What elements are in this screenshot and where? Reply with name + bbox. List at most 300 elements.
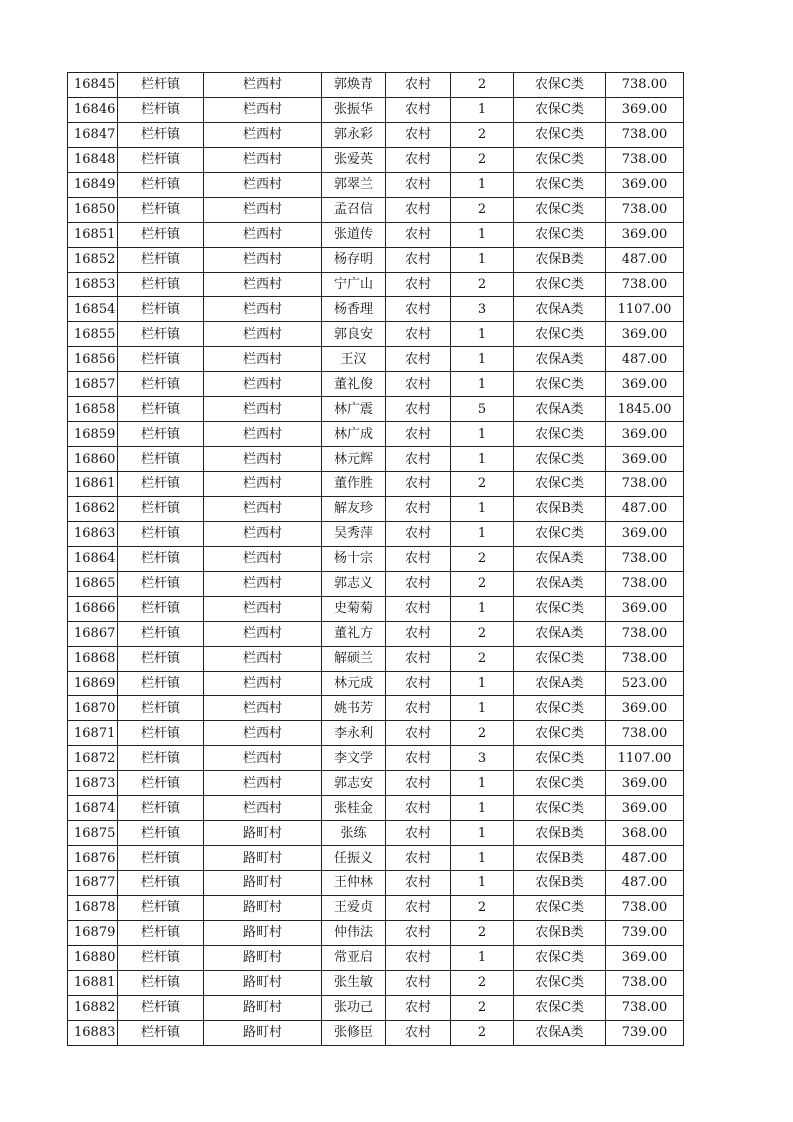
- name-cell: 林广震: [322, 397, 386, 422]
- table-row: [68, 871, 684, 896]
- row-number: 16871: [68, 721, 118, 746]
- person-count-cell: 2: [451, 197, 514, 222]
- name-cell: 仲伟法: [322, 920, 386, 945]
- name-cell: 解硕兰: [322, 646, 386, 671]
- household-type-cell: 农村: [386, 546, 451, 571]
- amount-cell: 738.00: [606, 472, 684, 497]
- person-count-cell: 1: [451, 696, 514, 721]
- person-count-cell: 2: [451, 621, 514, 646]
- amount-cell: 369.00: [606, 796, 684, 821]
- amount-cell: 738.00: [606, 621, 684, 646]
- category-cell: 农保C类: [514, 472, 606, 497]
- village-cell: 栏西村: [204, 646, 322, 671]
- table-row: [68, 1020, 684, 1045]
- name-cell: 董作胜: [322, 472, 386, 497]
- amount-cell: 738.00: [606, 147, 684, 172]
- row-number: 16846: [68, 97, 118, 122]
- person-count-cell: 1: [451, 796, 514, 821]
- town-cell: 栏杆镇: [118, 397, 204, 422]
- village-cell: 路町村: [204, 895, 322, 920]
- household-type-cell: 农村: [386, 671, 451, 696]
- row-number: 16851: [68, 222, 118, 247]
- person-count-cell: 1: [451, 521, 514, 546]
- amount-cell: 738.00: [606, 995, 684, 1020]
- village-cell: 栏西村: [204, 372, 322, 397]
- name-cell: 姚书芳: [322, 696, 386, 721]
- category-cell: 农保C类: [514, 272, 606, 297]
- village-cell: 栏西村: [204, 447, 322, 472]
- town-cell: 栏杆镇: [118, 521, 204, 546]
- row-number: 16865: [68, 571, 118, 596]
- row-number: 16873: [68, 771, 118, 796]
- row-number: 16854: [68, 297, 118, 322]
- table-row: [68, 372, 684, 397]
- category-cell: 农保C类: [514, 995, 606, 1020]
- table-row: [68, 222, 684, 247]
- table-row: [68, 73, 684, 98]
- village-cell: 栏西村: [204, 571, 322, 596]
- name-cell: 董礼方: [322, 621, 386, 646]
- person-count-cell: 2: [451, 272, 514, 297]
- town-cell: 栏杆镇: [118, 372, 204, 397]
- person-count-cell: 1: [451, 771, 514, 796]
- village-cell: 路町村: [204, 871, 322, 896]
- household-type-cell: 农村: [386, 397, 451, 422]
- town-cell: 栏杆镇: [118, 197, 204, 222]
- person-count-cell: 2: [451, 995, 514, 1020]
- household-type-cell: 农村: [386, 73, 451, 98]
- name-cell: 杨十宗: [322, 546, 386, 571]
- household-type-cell: 农村: [386, 970, 451, 995]
- amount-cell: 738.00: [606, 272, 684, 297]
- town-cell: 栏杆镇: [118, 596, 204, 621]
- person-count-cell: 1: [451, 372, 514, 397]
- name-cell: 常亚启: [322, 945, 386, 970]
- village-cell: 栏西村: [204, 472, 322, 497]
- person-count-cell: 3: [451, 746, 514, 771]
- row-number: 16874: [68, 796, 118, 821]
- village-cell: 路町村: [204, 920, 322, 945]
- town-cell: 栏杆镇: [118, 721, 204, 746]
- household-type-cell: 农村: [386, 322, 451, 347]
- amount-cell: 738.00: [606, 122, 684, 147]
- household-type-cell: 农村: [386, 920, 451, 945]
- town-cell: 栏杆镇: [118, 646, 204, 671]
- person-count-cell: 1: [451, 671, 514, 696]
- village-cell: 栏西村: [204, 147, 322, 172]
- town-cell: 栏杆镇: [118, 247, 204, 272]
- household-type-cell: 农村: [386, 422, 451, 447]
- amount-cell: 369.00: [606, 447, 684, 472]
- table-row: [68, 646, 684, 671]
- row-number: 16882: [68, 995, 118, 1020]
- name-cell: 张功己: [322, 995, 386, 1020]
- name-cell: 李永利: [322, 721, 386, 746]
- village-cell: 栏西村: [204, 97, 322, 122]
- person-count-cell: 1: [451, 172, 514, 197]
- household-type-cell: 农村: [386, 1020, 451, 1045]
- person-count-cell: 1: [451, 322, 514, 347]
- row-number: 16867: [68, 621, 118, 646]
- name-cell: 王仲林: [322, 871, 386, 896]
- category-cell: 农保C类: [514, 197, 606, 222]
- table-row: [68, 895, 684, 920]
- name-cell: 解友珍: [322, 496, 386, 521]
- town-cell: 栏杆镇: [118, 447, 204, 472]
- table-row: [68, 821, 684, 846]
- amount-cell: 1107.00: [606, 297, 684, 322]
- amount-cell: 369.00: [606, 696, 684, 721]
- table-row: [68, 122, 684, 147]
- row-number: 16879: [68, 920, 118, 945]
- name-cell: 任振义: [322, 846, 386, 871]
- row-number: 16850: [68, 197, 118, 222]
- table-row: [68, 671, 684, 696]
- household-type-cell: 农村: [386, 945, 451, 970]
- amount-cell: 369.00: [606, 945, 684, 970]
- row-number: 16845: [68, 73, 118, 98]
- town-cell: 栏杆镇: [118, 571, 204, 596]
- village-cell: 栏西村: [204, 521, 322, 546]
- household-type-cell: 农村: [386, 621, 451, 646]
- village-cell: 路町村: [204, 970, 322, 995]
- household-type-cell: 农村: [386, 995, 451, 1020]
- household-type-cell: 农村: [386, 871, 451, 896]
- category-cell: 农保C类: [514, 696, 606, 721]
- category-cell: 农保C类: [514, 596, 606, 621]
- amount-cell: 369.00: [606, 322, 684, 347]
- person-count-cell: 2: [451, 472, 514, 497]
- household-type-cell: 农村: [386, 347, 451, 372]
- name-cell: 李文学: [322, 746, 386, 771]
- row-number: 16858: [68, 397, 118, 422]
- row-number: 16875: [68, 821, 118, 846]
- table-row: [68, 447, 684, 472]
- household-type-cell: 农村: [386, 472, 451, 497]
- table-row: [68, 197, 684, 222]
- person-count-cell: 2: [451, 646, 514, 671]
- name-cell: 宁广山: [322, 272, 386, 297]
- village-cell: 路町村: [204, 995, 322, 1020]
- category-cell: 农保C类: [514, 447, 606, 472]
- amount-cell: 1107.00: [606, 746, 684, 771]
- table-row: [68, 397, 684, 422]
- town-cell: 栏杆镇: [118, 746, 204, 771]
- row-number: 16870: [68, 696, 118, 721]
- household-type-cell: 农村: [386, 97, 451, 122]
- village-cell: 栏西村: [204, 172, 322, 197]
- town-cell: 栏杆镇: [118, 871, 204, 896]
- town-cell: 栏杆镇: [118, 846, 204, 871]
- town-cell: 栏杆镇: [118, 347, 204, 372]
- household-type-cell: 农村: [386, 372, 451, 397]
- amount-cell: 487.00: [606, 247, 684, 272]
- village-cell: 栏西村: [204, 721, 322, 746]
- category-cell: 农保C类: [514, 222, 606, 247]
- category-cell: 农保B类: [514, 821, 606, 846]
- amount-cell: 369.00: [606, 422, 684, 447]
- person-count-cell: 2: [451, 73, 514, 98]
- table-row: [68, 496, 684, 521]
- village-cell: 栏西村: [204, 596, 322, 621]
- row-number: 16863: [68, 521, 118, 546]
- town-cell: 栏杆镇: [118, 272, 204, 297]
- person-count-cell: 3: [451, 297, 514, 322]
- category-cell: 农保C类: [514, 97, 606, 122]
- household-type-cell: 农村: [386, 172, 451, 197]
- name-cell: 林元成: [322, 671, 386, 696]
- table-row: [68, 546, 684, 571]
- table-row: [68, 97, 684, 122]
- village-cell: 栏西村: [204, 671, 322, 696]
- town-cell: 栏杆镇: [118, 995, 204, 1020]
- row-number: 16861: [68, 472, 118, 497]
- person-count-cell: 2: [451, 895, 514, 920]
- village-cell: 栏西村: [204, 197, 322, 222]
- category-cell: 农保A类: [514, 297, 606, 322]
- amount-cell: 738.00: [606, 571, 684, 596]
- row-number: 16866: [68, 596, 118, 621]
- category-cell: 农保A类: [514, 1020, 606, 1045]
- category-cell: 农保B类: [514, 920, 606, 945]
- household-type-cell: 农村: [386, 721, 451, 746]
- household-type-cell: 农村: [386, 596, 451, 621]
- name-cell: 杨存明: [322, 247, 386, 272]
- amount-cell: 523.00: [606, 671, 684, 696]
- town-cell: 栏杆镇: [118, 122, 204, 147]
- name-cell: 郭焕青: [322, 73, 386, 98]
- amount-cell: 368.00: [606, 821, 684, 846]
- row-number: 16852: [68, 247, 118, 272]
- category-cell: 农保A类: [514, 671, 606, 696]
- name-cell: 张练: [322, 821, 386, 846]
- amount-cell: 369.00: [606, 372, 684, 397]
- name-cell: 林元辉: [322, 447, 386, 472]
- amount-cell: 738.00: [606, 895, 684, 920]
- village-cell: 栏西村: [204, 272, 322, 297]
- person-count-cell: 2: [451, 122, 514, 147]
- category-cell: 农保C类: [514, 945, 606, 970]
- village-cell: 栏西村: [204, 247, 322, 272]
- table-row: [68, 521, 684, 546]
- row-number: 16849: [68, 172, 118, 197]
- row-number: 16876: [68, 846, 118, 871]
- town-cell: 栏杆镇: [118, 97, 204, 122]
- amount-cell: 369.00: [606, 521, 684, 546]
- category-cell: 农保C类: [514, 721, 606, 746]
- category-cell: 农保B类: [514, 247, 606, 272]
- amount-cell: 738.00: [606, 970, 684, 995]
- category-cell: 农保A类: [514, 347, 606, 372]
- row-number: 16860: [68, 447, 118, 472]
- amount-cell: 369.00: [606, 771, 684, 796]
- name-cell: 林广成: [322, 422, 386, 447]
- category-cell: 农保C类: [514, 521, 606, 546]
- row-number: 16855: [68, 322, 118, 347]
- name-cell: 董礼俊: [322, 372, 386, 397]
- village-cell: 栏西村: [204, 621, 322, 646]
- row-number: 16864: [68, 546, 118, 571]
- name-cell: 王汉: [322, 347, 386, 372]
- category-cell: 农保C类: [514, 322, 606, 347]
- household-type-cell: 农村: [386, 197, 451, 222]
- table-row: [68, 796, 684, 821]
- household-type-cell: 农村: [386, 222, 451, 247]
- household-type-cell: 农村: [386, 746, 451, 771]
- category-cell: 农保B类: [514, 871, 606, 896]
- household-type-cell: 农村: [386, 821, 451, 846]
- row-number: 16857: [68, 372, 118, 397]
- category-cell: 农保A类: [514, 621, 606, 646]
- household-type-cell: 农村: [386, 297, 451, 322]
- town-cell: 栏杆镇: [118, 472, 204, 497]
- row-number: 16853: [68, 272, 118, 297]
- amount-cell: 738.00: [606, 73, 684, 98]
- table-row: [68, 621, 684, 646]
- village-cell: 路町村: [204, 945, 322, 970]
- amount-cell: 738.00: [606, 646, 684, 671]
- person-count-cell: 5: [451, 397, 514, 422]
- table-row: [68, 322, 684, 347]
- village-cell: 栏西村: [204, 122, 322, 147]
- village-cell: 栏西村: [204, 771, 322, 796]
- name-cell: 吴秀萍: [322, 521, 386, 546]
- household-type-cell: 农村: [386, 796, 451, 821]
- household-type-cell: 农村: [386, 771, 451, 796]
- category-cell: 农保C类: [514, 372, 606, 397]
- table-row: [68, 297, 684, 322]
- row-number: 16872: [68, 746, 118, 771]
- table-row: [68, 995, 684, 1020]
- household-type-cell: 农村: [386, 447, 451, 472]
- category-cell: 农保C类: [514, 771, 606, 796]
- household-type-cell: 农村: [386, 521, 451, 546]
- row-number: 16883: [68, 1020, 118, 1045]
- person-count-cell: 1: [451, 347, 514, 372]
- town-cell: 栏杆镇: [118, 970, 204, 995]
- table-row: [68, 272, 684, 297]
- amount-cell: 739.00: [606, 1020, 684, 1045]
- person-count-cell: 2: [451, 721, 514, 746]
- table-row: [68, 970, 684, 995]
- row-number: 16862: [68, 496, 118, 521]
- household-type-cell: 农村: [386, 147, 451, 172]
- category-cell: 农保B类: [514, 846, 606, 871]
- amount-cell: 487.00: [606, 846, 684, 871]
- table-body: [68, 73, 684, 1046]
- person-count-cell: 2: [451, 1020, 514, 1045]
- name-cell: 张桂金: [322, 796, 386, 821]
- person-count-cell: 2: [451, 147, 514, 172]
- name-cell: 张生敏: [322, 970, 386, 995]
- name-cell: 郭志安: [322, 771, 386, 796]
- village-cell: 路町村: [204, 846, 322, 871]
- person-count-cell: 1: [451, 871, 514, 896]
- village-cell: 栏西村: [204, 746, 322, 771]
- row-number: 16881: [68, 970, 118, 995]
- person-count-cell: 1: [451, 846, 514, 871]
- person-count-cell: 1: [451, 97, 514, 122]
- person-count-cell: 1: [451, 247, 514, 272]
- amount-cell: 487.00: [606, 871, 684, 896]
- name-cell: 郭良安: [322, 322, 386, 347]
- table-row: [68, 596, 684, 621]
- table-row: [68, 247, 684, 272]
- village-cell: 栏西村: [204, 546, 322, 571]
- table-row: [68, 771, 684, 796]
- village-cell: 路町村: [204, 821, 322, 846]
- name-cell: 郭永彩: [322, 122, 386, 147]
- name-cell: 杨香理: [322, 297, 386, 322]
- town-cell: 栏杆镇: [118, 771, 204, 796]
- category-cell: 农保A类: [514, 546, 606, 571]
- household-type-cell: 农村: [386, 646, 451, 671]
- amount-cell: 1845.00: [606, 397, 684, 422]
- household-type-cell: 农村: [386, 272, 451, 297]
- village-cell: 栏西村: [204, 397, 322, 422]
- table-row: [68, 696, 684, 721]
- person-count-cell: 2: [451, 546, 514, 571]
- person-count-cell: 1: [451, 821, 514, 846]
- table-row: [68, 721, 684, 746]
- town-cell: 栏杆镇: [118, 322, 204, 347]
- category-cell: 农保C类: [514, 895, 606, 920]
- household-type-cell: 农村: [386, 496, 451, 521]
- row-number: 16868: [68, 646, 118, 671]
- table-row: [68, 746, 684, 771]
- name-cell: 史菊菊: [322, 596, 386, 621]
- town-cell: 栏杆镇: [118, 671, 204, 696]
- household-type-cell: 农村: [386, 696, 451, 721]
- town-cell: 栏杆镇: [118, 147, 204, 172]
- category-cell: 农保A类: [514, 571, 606, 596]
- name-cell: 郭志义: [322, 571, 386, 596]
- village-cell: 栏西村: [204, 422, 322, 447]
- town-cell: 栏杆镇: [118, 546, 204, 571]
- row-number: 16847: [68, 122, 118, 147]
- town-cell: 栏杆镇: [118, 920, 204, 945]
- table-row: [68, 571, 684, 596]
- amount-cell: 369.00: [606, 596, 684, 621]
- table-row: [68, 920, 684, 945]
- category-cell: 农保C类: [514, 970, 606, 995]
- town-cell: 栏杆镇: [118, 222, 204, 247]
- person-count-cell: 1: [451, 945, 514, 970]
- village-cell: 路町村: [204, 1020, 322, 1045]
- category-cell: 农保C类: [514, 422, 606, 447]
- household-type-cell: 农村: [386, 247, 451, 272]
- amount-cell: 369.00: [606, 97, 684, 122]
- town-cell: 栏杆镇: [118, 796, 204, 821]
- name-cell: 张爱英: [322, 147, 386, 172]
- category-cell: 农保B类: [514, 496, 606, 521]
- village-cell: 栏西村: [204, 496, 322, 521]
- row-number: 16859: [68, 422, 118, 447]
- category-cell: 农保C类: [514, 172, 606, 197]
- town-cell: 栏杆镇: [118, 821, 204, 846]
- town-cell: 栏杆镇: [118, 422, 204, 447]
- person-count-cell: 2: [451, 920, 514, 945]
- village-cell: 栏西村: [204, 73, 322, 98]
- person-count-cell: 1: [451, 496, 514, 521]
- category-cell: 农保C类: [514, 796, 606, 821]
- amount-cell: 739.00: [606, 920, 684, 945]
- category-cell: 农保C类: [514, 122, 606, 147]
- household-type-cell: 农村: [386, 122, 451, 147]
- table-row: [68, 472, 684, 497]
- category-cell: 农保C类: [514, 646, 606, 671]
- amount-cell: 738.00: [606, 721, 684, 746]
